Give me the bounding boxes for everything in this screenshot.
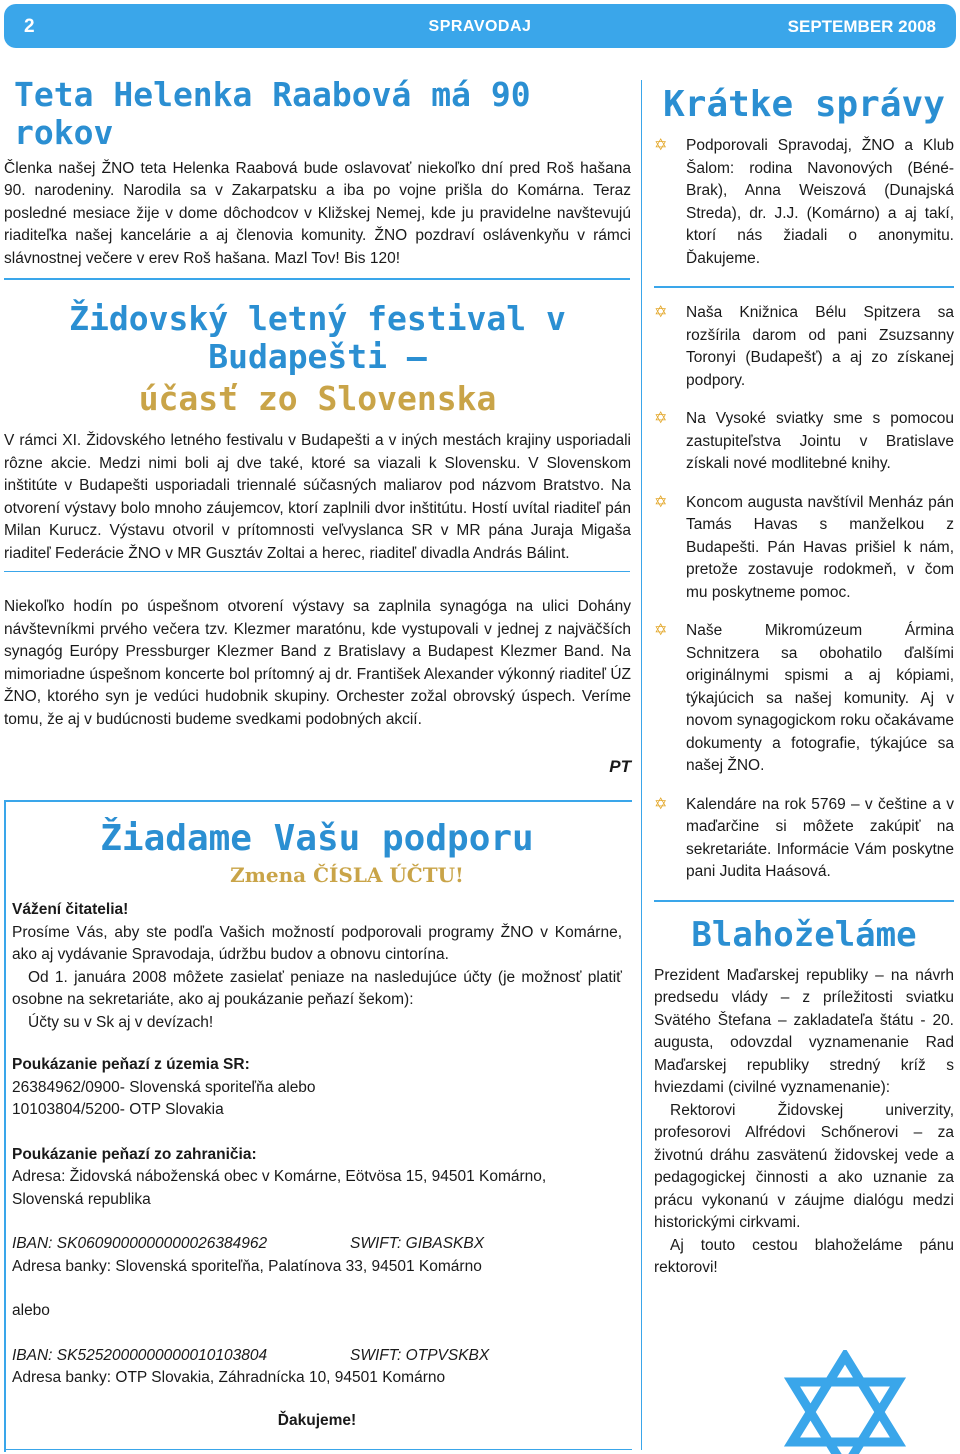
news-text: Naša Knižnica Bélu Spitzera sa rozšírila darom od pani Zsuzsanny Toronyi (Budapešť) a aj zo získanej podpory. <box>686 304 954 389</box>
domestic-account-1: 26384962/0900- Slovenská sporiteľňa alebo <box>12 1078 316 1096</box>
news-text: Podporovali Spravodaj, ŽNO a Klub Šalom: rodina Navonových (Béné-Brak), Anna Weiszová (Dunajská Streda), dr. J.J. (Komárno) a aj takí, ktorí nás žiadali o anonymitu. Ďakujeme. <box>686 137 954 267</box>
news-item <box>654 408 954 476</box>
thanks: Ďakujeme! <box>277 1411 357 1429</box>
domestic-account-2: 10103804/5200- OTP Slovakia <box>12 1101 224 1119</box>
issue-date: SEPTEMBER 2008 <box>787 17 936 36</box>
article2-title-line1: Židovský letný festival v Budapešti – <box>69 299 566 377</box>
support-intro: Prosíme Vás, aby ste podľa Vašich možností podporovali programy ŽNO v Komárne, ako aj vydávanie Spravodaja, údržbu budov a obnovu cintorína. <box>12 923 622 964</box>
congrats-para1: Prezident Maďarskej republiky – na návrh predsedu vlády – z príležitosti sviatku Svätého Štefana – zakladateľa štátu - 20. augusta, odovzdal vyznamenanie Rad Maďarskej republiky stredný kríž s hviezdami (civilné vyznamenanie): <box>654 966 954 1097</box>
star-of-david-icon: ✡ <box>654 622 668 640</box>
divider <box>4 571 630 572</box>
bank-address-1: Adresa banky: Slovenská sporiteľňa, Palatínova 33, 94501 Komárno <box>12 1257 482 1275</box>
star-of-david-icon: ✡ <box>654 795 668 813</box>
iban-2: IBAN: SK5252000000000010103804 <box>12 1346 268 1364</box>
foreign-address: Adresa: Židovská náboženská obec v Komárne, Eötvösa 15, 94501 Komárno, Slovenská republika <box>12 1168 547 1208</box>
news-item <box>654 794 954 884</box>
news-text: Kalendáre na rok 5769 – v češtine a v maďarčine si môžete zakúpiť na sekretariáte. Informácie Vám poskytne pani Judita Haásová. <box>686 795 954 881</box>
article1-title: Teta Helenka Raabová má 90 rokov <box>14 75 531 152</box>
bank-address-2: Adresa banky: OTP Slovakia, Záhradnícka 10, 94501 Komárno <box>12 1369 446 1387</box>
star-of-david-icon: ✡ <box>654 304 668 322</box>
iban-1: IBAN: SK0609000000000026384962 <box>12 1235 268 1253</box>
column-divider <box>641 80 642 1450</box>
page-header <box>4 4 956 48</box>
article2-title-line2: účasť zo Slovenska <box>138 379 497 419</box>
star-of-david-icon: ✡ <box>654 137 668 155</box>
article2-signature: PT <box>609 757 631 777</box>
star-of-david-icon: ✡ <box>654 493 668 511</box>
news-text: Na Vysoké sviatky sme s pomocou zastupiteľstva Jointu v Bratislave získali nové modlitebné knihy. <box>686 410 954 473</box>
divider <box>4 278 630 280</box>
swift-1: SWIFT: GIBASKBX <box>350 1235 485 1253</box>
publication-name: SPRAVODAJ <box>428 18 532 35</box>
article2-para2: Niekoľko hodín po úspešnom otvorení výstavy sa zaplnila synagóga na ulici Dohány návštevníkmi prvého večera tzv. Klezmer maratónu, kde vystupovali v jednej z najväčších synagóg Európy Pressburger Klezmer Band z Bratislavy a Budapest Klezmer Band. Na mimoriadne úspešnom koncerte bol prítomný aj dr. František Alexander výkonný riaditeľ ÚZ ŽNO, ktorého syn je vedúci hudobnik skupiny. Orchester zožal obrovský úspech. Veríme tomu, že aj v budúcnosti budeme svedkami podobných akcií. <box>4 598 631 728</box>
news-title: Krátke správy <box>663 84 945 125</box>
article1-body: Členka našej ŽNO teta Helenka Raabová bude oslavovať niekoľko dní pred Roš hašana 90. narodeniny. Narodila sa v Zakarpatsku a iba po vojne prišla do Komárna. Teraz posledné mesiace žije v dome dôchodcov v Kližskej Nemej, kde ju pravidelne navštevujú riaditeľka našej kancelárie a aj členovia komunity. ŽNO pozdraví oslávenkyňu v rámci slávnostnej večere v erev Roš hašana. Mazl Tov! Bis 120! <box>4 159 631 267</box>
divider <box>654 900 954 902</box>
news-item <box>654 620 954 778</box>
foreign-heading: Poukázanie peňazí zo zahraničia: <box>12 1145 257 1163</box>
article2-para1: V rámci XI. Židovského letného festivalu v Budapešti a v iných mestách krajiny usporiadali rôzne akcie. Medzi nimi boli aj dve také, ktoré sa viazali k Slovensku. V Slovenskom inštitúte v Budapešti usporiadali triennalé súčasných maliarov pod názvom Bratstvo. Na otvorení výstavy bolo mnoho záujemcov, ktorí zaplnili dvor inštitútu. Hostí uvítal riaditeľ pán Milan Kurucz. Výstavu otvoril v prítomnosti veľvyslanca SR v MR pána Juraja Migaša riaditeľ Federácie ŽNO v MR Gusztáv Zoltai a herec, riaditeľ divadla András Bálint. <box>4 432 631 562</box>
congrats-para3: Aj touto cestou blahoželáme pánu rektorovi! <box>654 1236 954 1277</box>
news-text: Koncom augusta navštívil Menház pán Tamás Havas s manželkou z Budapešti. Pán Havas prišiel k nám, pretože zostavuje rodokmeň, v čom mu poskytneme pomoc. <box>686 493 954 601</box>
star-of-david-icon <box>780 1350 910 1454</box>
news-text: Naše Mikromúzeum Ármina Schnitzera sa obohatilo ďalšími originálnymi spismi a aj kópiami, týkajúcich sa našej komunity. Aj v novom synagogickom roku očakávame dokumenty a fotografie, týkajúce sa našej ŽNO. <box>686 622 954 775</box>
divider <box>654 286 954 288</box>
news-list <box>654 135 954 884</box>
swift-2: SWIFT: OTPVSKBX <box>350 1346 490 1364</box>
right-column <box>654 78 954 1280</box>
support-subtitle: Zmena ČÍSLA ÚČTU! <box>230 863 464 888</box>
support-title: Žiadame Vašu podporu <box>100 818 534 859</box>
left-column <box>4 72 631 777</box>
accounts-note: Účty su v Sk aj v devízach! <box>28 1013 214 1031</box>
news-item <box>654 492 954 605</box>
star-of-david-icon: ✡ <box>654 410 668 428</box>
page-number: 2 <box>24 16 35 37</box>
box-bottom-rule <box>4 1449 632 1450</box>
congrats-title: Blahoželáme <box>691 914 917 955</box>
congrats-para2: Rektorovi Židovskej univerzity, profesorovi Alfrédovi Schőnerovi – za životnú dráhu zasvätenú židovskej vede a pedagogickej činnosti a ako uznanie za prácu vykonanú v záujme dialógu medzi historickými cirkvami. <box>654 1101 954 1232</box>
support-greeting: Vážení čitatelia! <box>12 901 129 919</box>
or-label: alebo <box>12 1302 50 1320</box>
news-item <box>654 135 954 270</box>
support-box <box>4 800 632 1452</box>
domestic-heading: Poukázanie peňazí z územia SR: <box>12 1056 250 1074</box>
support-notice: Od 1. januára 2008 môžete zasielať peniaze na nasledujúce účty (je možnosť platiť osobne na sekretariáte, ako aj poukázanie peňazí šekom): <box>12 968 622 1009</box>
news-item <box>654 302 954 392</box>
